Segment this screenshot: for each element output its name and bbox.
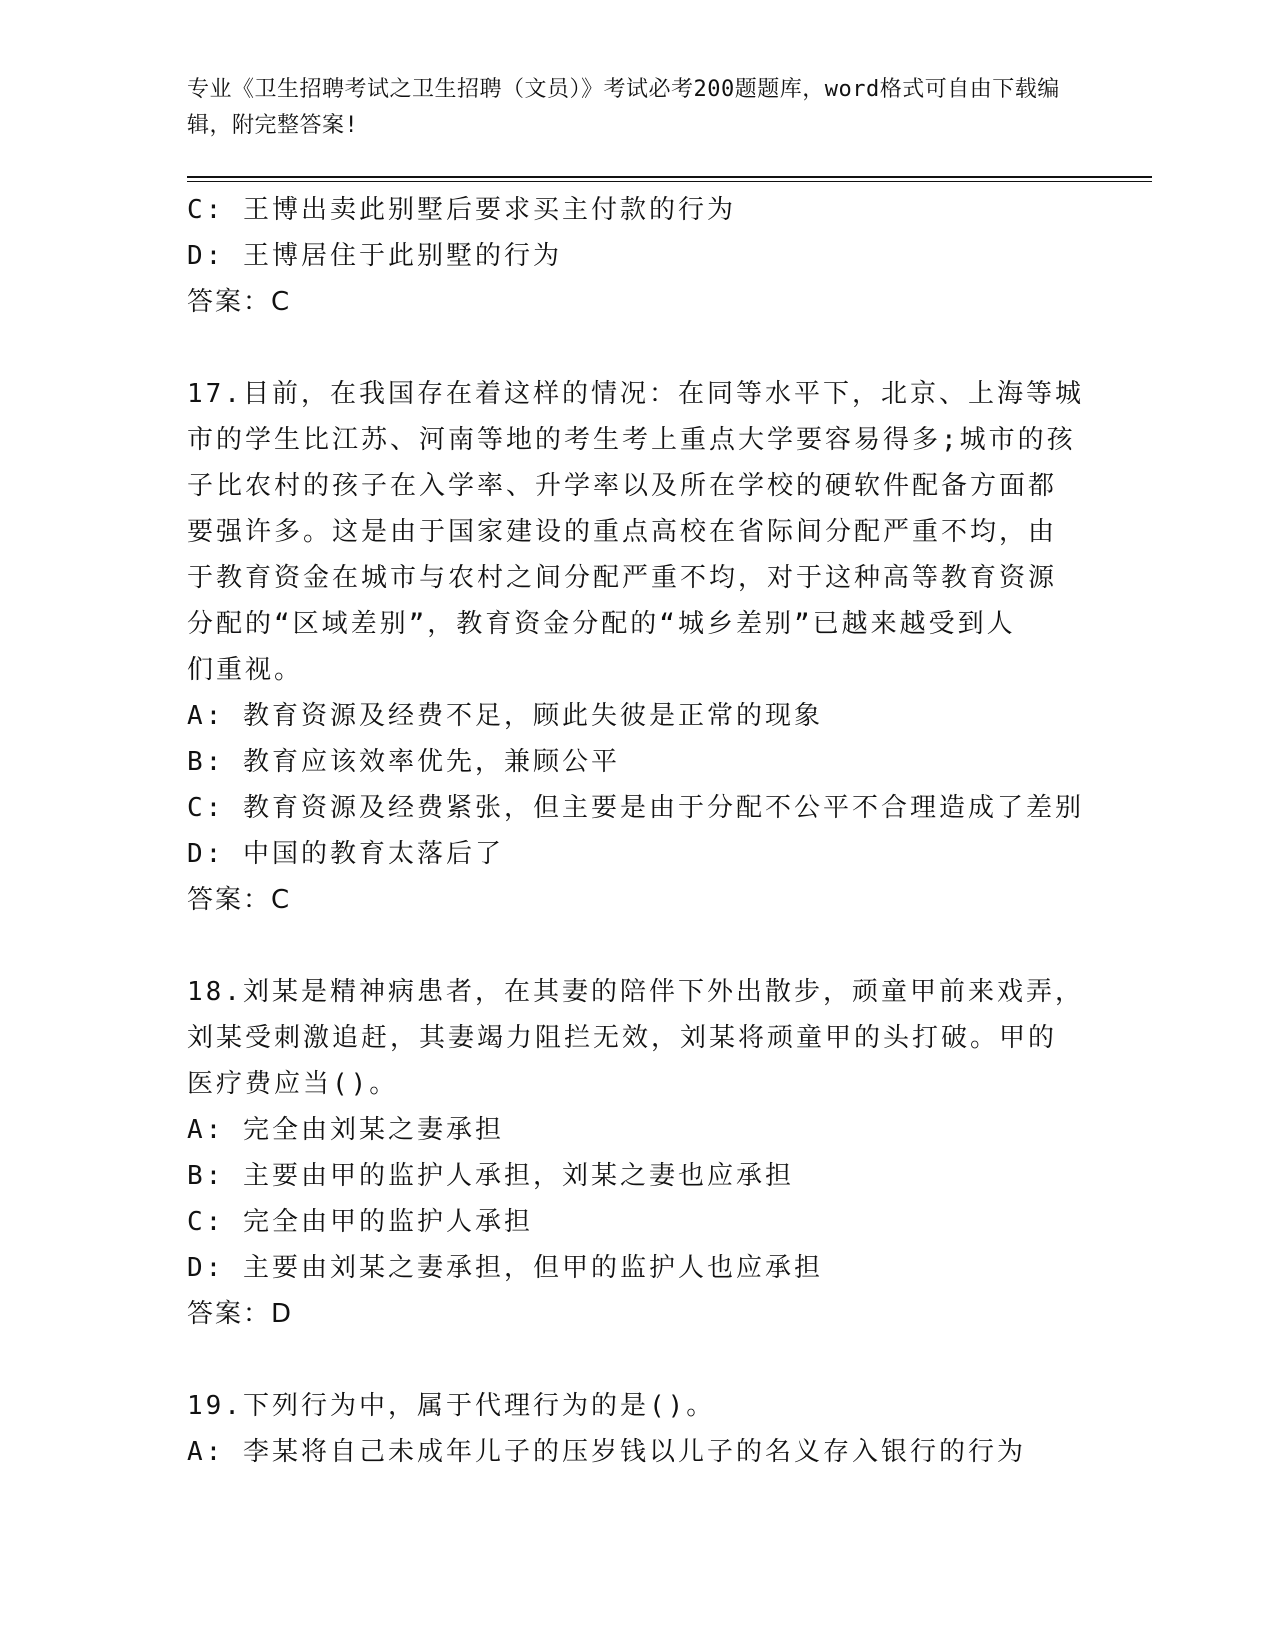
q17-option-d: D: 中国的教育太落后了	[187, 839, 504, 869]
spacer	[187, 923, 1087, 969]
spacer	[187, 325, 1087, 371]
q18-text-line: 医疗费应当()。	[187, 1069, 399, 1099]
q17-option-a: A: 教育资源及经费不足，顾此失彼是正常的现象	[187, 701, 823, 731]
q17-text-line: 们重视。	[187, 655, 304, 685]
q18-option-a: A: 完全由刘某之妻承担	[187, 1115, 504, 1145]
q17-text-line: 要强许多。这是由于国家建设的重点高校在省际间分配严重不均，由	[187, 517, 1058, 547]
q18-text-line: 刘某受刺激追赶，其妻竭力阻拦无效，刘某将顽童甲的头打破。甲的	[187, 1023, 1058, 1053]
q17-text-line: 于教育资金在城市与农村之间分配严重不均，对于这种高等教育资源	[187, 563, 1058, 593]
q18-option-d: D: 主要由刘某之妻承担，但甲的监护人也应承担	[187, 1253, 823, 1283]
q17-text-line: 子比农村的孩子在入学率、升学率以及所在学校的硬软件配备方面都	[187, 471, 1058, 501]
question-content	[187, 187, 1087, 1475]
q19-text-line: 19.下列行为中，属于代理行为的是()。	[187, 1391, 716, 1421]
q17-text-line: 17.目前，在我国存在着这样的情况：在同等水平下，北京、上海等城	[187, 379, 1084, 409]
q18-answer: 答案：D	[187, 1299, 294, 1329]
header-divider-thick	[187, 176, 1152, 178]
q17-option-c: C: 教育资源及经费紧张，但主要是由于分配不公平不合理造成了差别	[187, 793, 1084, 823]
q17-answer: 答案：C	[187, 885, 292, 915]
q18-option-b: B: 主要由甲的监护人承担，刘某之妻也应承担	[187, 1161, 794, 1191]
q18-text-line: 18.刘某是精神病患者，在其妻的陪伴下外出散步，顽童甲前来戏弄，	[187, 977, 1084, 1007]
prev-option-d: D: 王博居住于此别墅的行为	[187, 241, 562, 271]
header-divider-thin	[187, 181, 1152, 182]
spacer	[187, 1337, 1087, 1383]
q17-option-b: B: 教育应该效率优先，兼顾公平	[187, 747, 620, 777]
q18-option-c: C: 完全由甲的监护人承担	[187, 1207, 533, 1237]
q17-text-line: 市的学生比江苏、河南等地的考生考上重点大学要容易得多;城市的孩	[187, 425, 1076, 455]
prev-option-c: C: 王博出卖此别墅后要求买主付款的行为	[187, 195, 736, 225]
document-header: 专业《卫生招聘考试之卫生招聘（文员）》考试必考200题题库，word格式可自由下载编辑，附完整答案!	[187, 77, 1060, 138]
q17-text-line: 分配的“区域差别”，教育资金分配的“城乡差别”已越来越受到人	[187, 609, 1016, 639]
prev-answer: 答案：C	[187, 287, 292, 317]
q19-option-a: A: 李某将自己未成年儿子的压岁钱以儿子的名义存入银行的行为	[187, 1437, 1026, 1467]
